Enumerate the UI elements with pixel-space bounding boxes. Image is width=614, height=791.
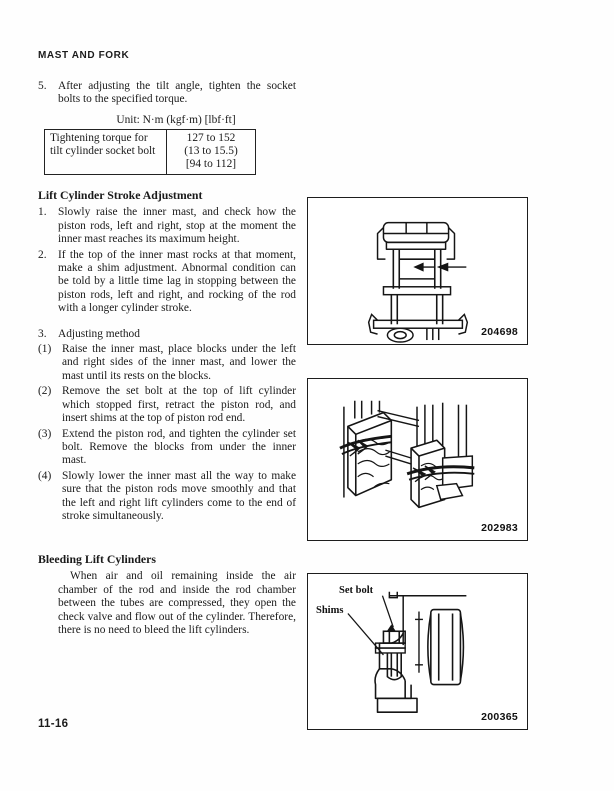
substep-1-text: Raise the inner mast, place blocks under the left and right sides of the inner mast, and lower the mast until its rests on the blocks. [62, 343, 296, 382]
substep-1 [38, 343, 296, 383]
figure-3-id: 200365 [481, 711, 518, 723]
torque-value-kgfm: (13 to 15.5) [184, 145, 238, 158]
figure-1-illustration [308, 198, 527, 344]
figure-3-illustration [308, 574, 527, 729]
substep-3 [38, 428, 296, 468]
figure-set-bolt-and-shims-detail [307, 573, 528, 730]
text-column [38, 80, 296, 637]
stroke-step-1-number: 1. [38, 206, 47, 219]
unit-line: Unit: N·m (kgf·m) [lbf·ft] [116, 113, 236, 126]
stroke-step-1 [38, 206, 296, 246]
spacer-before-bleeding [38, 525, 296, 539]
torque-value-lbfft: [94 to 112] [185, 158, 237, 171]
torque-value-cell [167, 129, 256, 175]
stroke-step-1-text: Slowly raise the inner mast, and check how the piston rods, left and right, stop at the moment the inner mast reaches its maximum height. [58, 206, 296, 246]
figure-mast-stroke-check [307, 197, 528, 345]
step-3-number: 3. [38, 327, 47, 340]
torque-label-cell: Tightening torque for tilt cylinder socket bolt [45, 129, 167, 175]
page-header: MAST AND FORK [38, 50, 130, 61]
substep-3-number: (3) [38, 427, 52, 440]
callout-set-bolt: Set bolt [339, 585, 374, 596]
stroke-step-2-text: If the top of the inner mast rocks at that moment, make a shim adjustment. Abnormal condition can be told by a little time lag in stopping between the piston rods, left and right, and rocking of the rod with a longer cylinder stroke. [58, 248, 296, 315]
substep-3-text: Extend the piston rod, and tighten the cylinder set bolt. Remove the blocks from under the inner mast. [62, 427, 296, 467]
substep-2-number: (2) [38, 385, 52, 398]
figure-blocks-under-mast [307, 378, 528, 541]
figure-1-id: 204698 [481, 326, 518, 338]
substep-2 [38, 385, 296, 425]
substep-2-text: Remove the set bolt at the top of lift cylinder which stopped first, retract the piston rod, and insert shims at the top of piston rod end. [62, 385, 296, 425]
table-row [45, 129, 256, 175]
torque-value-nm: 127 to 152 [186, 131, 236, 144]
heading-lift-cylinder-stroke-adjustment: Lift Cylinder Stroke Adjustment [38, 188, 203, 203]
stroke-step-2 [38, 249, 296, 316]
figure-2-illustration [308, 379, 527, 540]
bleeding-body-text: When air and oil remaining inside the air chamber of the rod and inside the rod chamber between the tubes are compressed, they open the check valve and flow out of the cylinder. Therefore, there is no need to bleed the lift cylinders. [58, 570, 296, 636]
substep-4 [38, 470, 296, 524]
torque-specification-table [44, 129, 256, 176]
step-3-text: Adjusting method [58, 327, 140, 340]
step-5-number: 5. [38, 80, 47, 92]
spacer-after-stroke-steps [38, 318, 296, 328]
substep-4-text: Slowly lower the inner mast all the way to make sure that the piston rods move smoothly and that the left and right lift cylinders come to the end of stroke simultaneously. [62, 469, 296, 522]
step-5-text: After adjusting the tilt angle, tighten the socket bolts to the specified torque. [58, 80, 296, 106]
callout-shims: Shims [316, 605, 344, 616]
substep-4-number: (4) [38, 469, 52, 482]
page-number: 11-16 [38, 718, 69, 730]
stroke-step-2-number: 2. [38, 248, 47, 261]
substep-1-number: (1) [38, 343, 52, 356]
step-3-adjusting-method [38, 328, 296, 341]
figure-2-id: 202983 [481, 522, 518, 534]
heading-bleeding-lift-cylinders: Bleeding Lift Cylinders [38, 552, 156, 567]
step-5 [38, 80, 296, 107]
